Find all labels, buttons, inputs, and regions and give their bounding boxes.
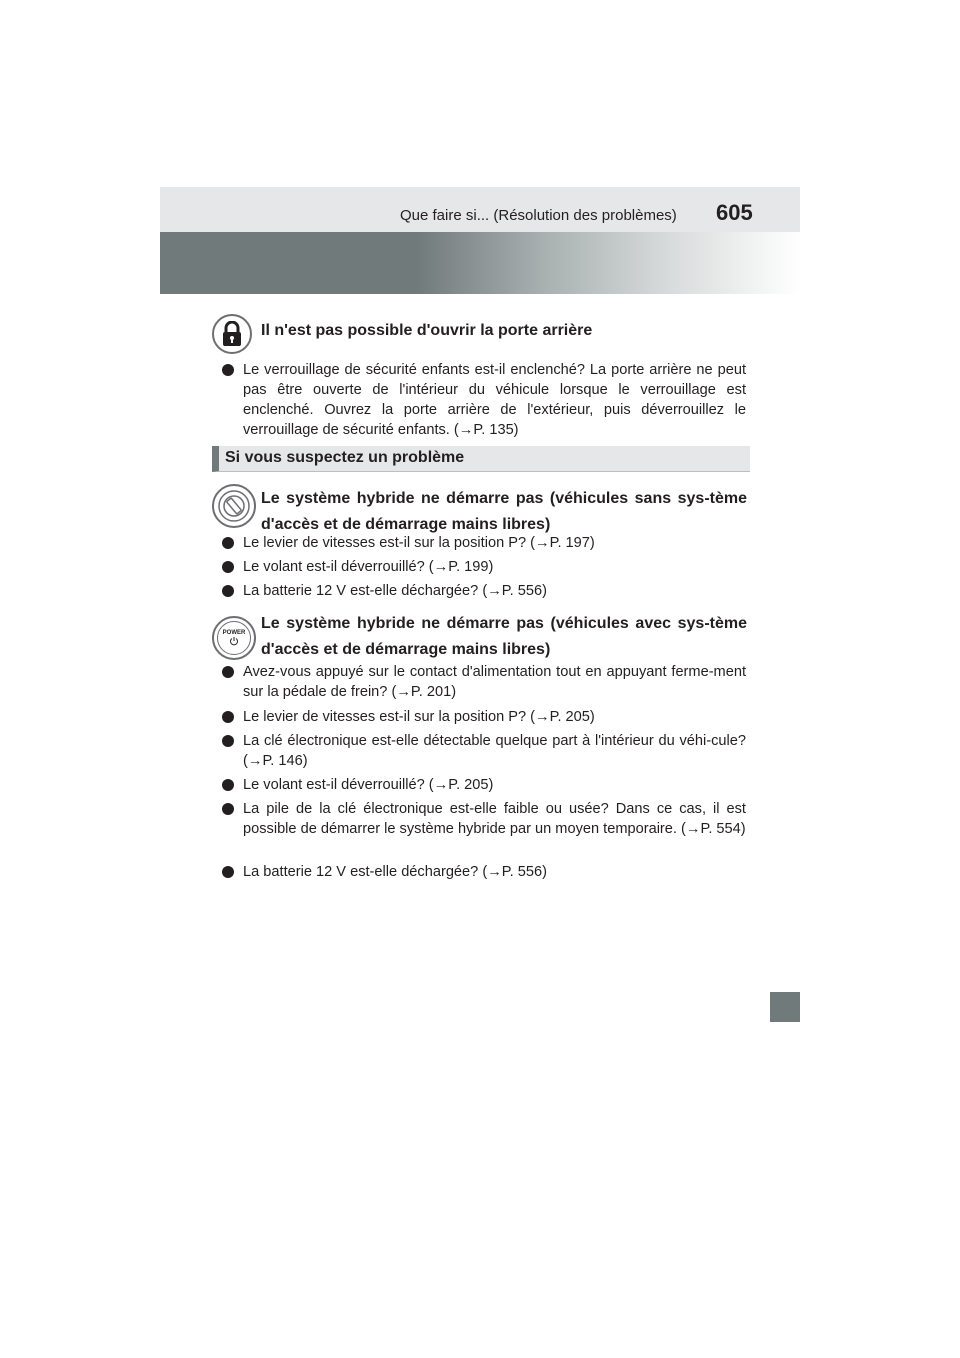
bullet-text: La batterie 12 V est-elle déchargée? (→P. 556) [243, 583, 547, 599]
chapter-banner [160, 232, 800, 294]
list-item [220, 360, 746, 440]
bullet-text: Le levier de vitesses est-il sur la position P? (→P. 205) [243, 709, 595, 725]
bullet-text: La clé électronique est-elle détectable quelque part à l'intérieur du véhi-cule? (→P. 146) [243, 733, 746, 769]
power-symbol-icon [229, 636, 239, 646]
bullet-text: Avez-vous appuyé sur le contact d'alimentation tout en appuyant ferme-ment sur la pédale de frein? (→P. 201) [243, 664, 746, 700]
section-title-bar [212, 446, 750, 472]
bullet-text: La pile de la clé électronique est-elle faible ou usée? Dans ce cas, il est possible de démarrer le système hybride par un moyen temporaire. (→P. 554) [243, 801, 746, 837]
list-item [220, 707, 746, 727]
list-item [220, 533, 746, 553]
bullet-dot [222, 364, 234, 376]
bullet-text: La batterie 12 V est-elle déchargée? (→P. 556) [243, 864, 547, 880]
bullet-text: Le levier de vitesses est-il sur la position P? (→P. 197) [243, 535, 595, 551]
list-item [220, 731, 746, 771]
bullet-dot [222, 666, 234, 678]
chapter-side-tab [770, 992, 800, 1022]
power-label: POWER [222, 630, 246, 636]
bullet-dot [222, 561, 234, 573]
list-item [220, 581, 746, 601]
list-item [220, 775, 746, 795]
lock-icon [212, 314, 252, 354]
bullet-text: Le verrouillage de sécurité enfants est-il enclenché? La porte arrière ne peut pas être ouverte de l'intérieur du véhicule lorsque le verrouillage est enclenché. Ouvrez la porte arrière de l'extérieur, puis déverrouillez le verrouillage de sécurité enfants. (→P. 135) [243, 362, 746, 438]
door-heading: Il n'est pas possible d'ouvrir la porte arrière [261, 322, 593, 339]
list-item [220, 557, 746, 577]
bullet-text: Le volant est-il déverrouillé? (→P. 199) [243, 559, 494, 575]
page-number: 605 [716, 200, 753, 225]
bullet-dot [222, 779, 234, 791]
bullet-dot [222, 537, 234, 549]
bullet-dot [222, 585, 234, 597]
bullet-dot [222, 711, 234, 723]
list-item [220, 799, 746, 839]
list-item [220, 662, 746, 702]
chapter-title: Que faire si... (Résolution des problèmes) [400, 207, 677, 224]
bullet-text: Le volant est-il déverrouillé? (→P. 205) [243, 777, 494, 793]
list-item [220, 862, 746, 882]
smart-heading: Le système hybride ne démarre pas (véhicules avec sys-tème d'accès et de démarrage mains libres) [261, 615, 747, 658]
ignition-key-icon [212, 484, 256, 528]
section-title: Si vous suspectez un problème [225, 449, 465, 466]
bullet-dot [222, 803, 234, 815]
power-button-icon [212, 616, 256, 660]
bullet-dot [222, 866, 234, 878]
bullet-dot [222, 735, 234, 747]
no-smart-heading: Le système hybride ne démarre pas (véhicules sans sys-tème d'accès et de démarrage mains libres) [261, 490, 747, 533]
